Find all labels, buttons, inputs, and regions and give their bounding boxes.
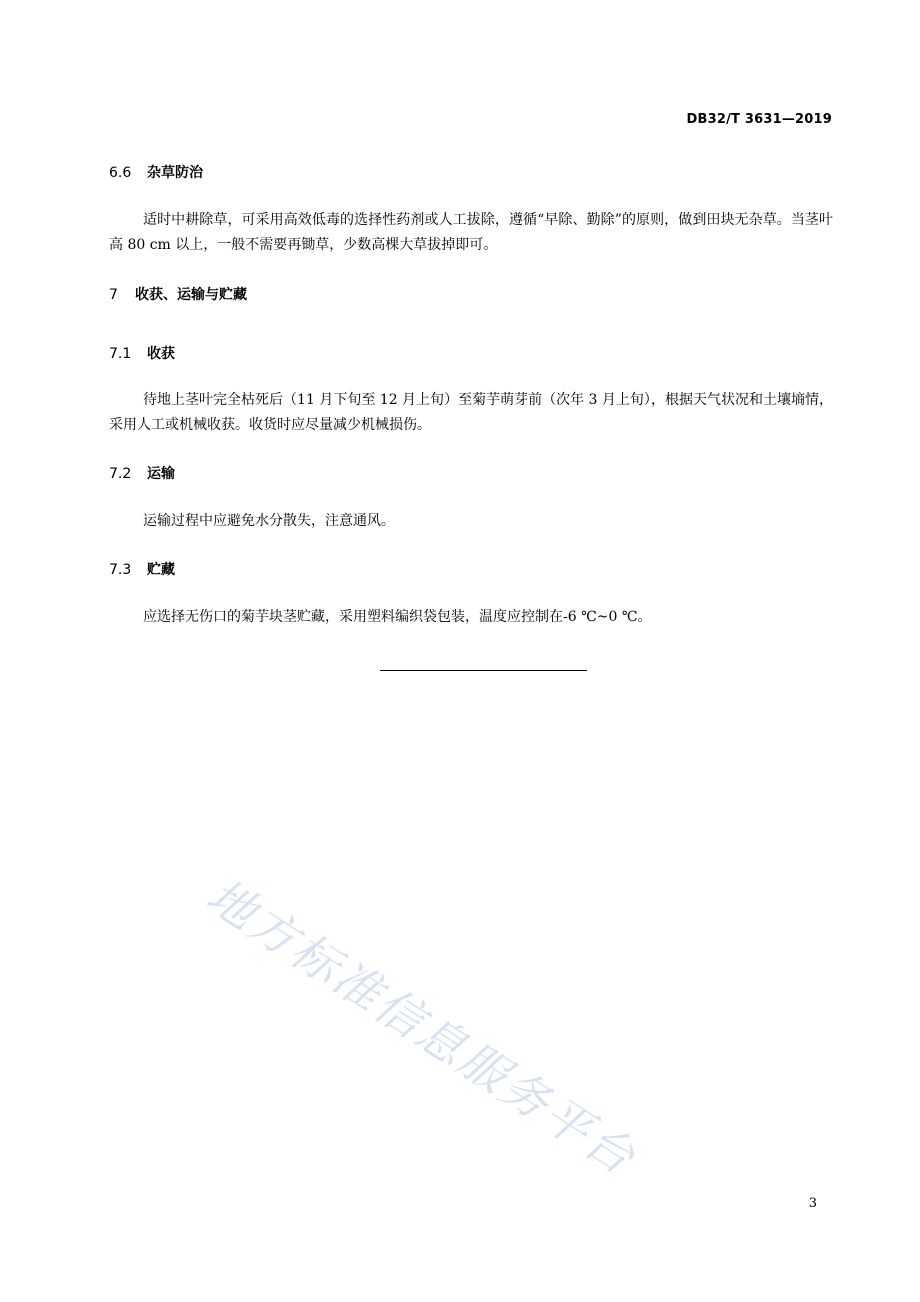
section-number: 7.2 [109,466,132,482]
watermark: 地方标准信息服务平台 [196,868,646,1187]
section-number: 7.3 [109,562,132,578]
section-paragraph-7-3: 应选择无伤口的菊芋块茎贮藏，采用塑料编织袋包装，温度应控制在-6 ℃~0 ℃。 [143,609,652,625]
section-paragraph-7-1: 待地上茎叶完全枯死后（11 月下旬至 12 月上旬）至菊芋萌芽前（次年 3 月上旬），根据天气状况和土壤墒情，采用人工或机械收获。收货时应尽量减少机械损伤。 [109,392,833,433]
section-heading-6-6 [109,162,203,182]
page-number: 3 [808,1196,817,1211]
section-heading-7-1 [109,343,175,363]
section-number: 7 [109,287,118,303]
section-paragraph-6-6: 适时中耕除草，可采用高效低毒的选择性药剂或人工拔除，遵循“早除、勤除”的原则，做到田块无杂草。当茎叶高 80 cm 以上，一般不需要再锄草，少数高棵大草拔掉即可。 [109,212,833,253]
section-heading-7-3 [109,559,175,579]
section-title: 运输 [147,466,175,482]
section-paragraph-7-2: 运输过程中应避免水分散失，注意通风。 [143,513,395,529]
section-heading-7-2 [109,463,175,483]
section-title: 收获 [147,346,175,362]
section-heading-7 [109,284,247,304]
end-of-document-rule [380,670,587,671]
section-number: 7.1 [109,346,132,362]
section-title: 杂草防治 [147,165,203,181]
standard-code: DB32/T 3631—2019 [686,112,832,127]
section-title: 贮藏 [147,562,175,578]
section-number: 6.6 [109,165,132,181]
section-title: 收获、运输与贮藏 [135,287,247,303]
